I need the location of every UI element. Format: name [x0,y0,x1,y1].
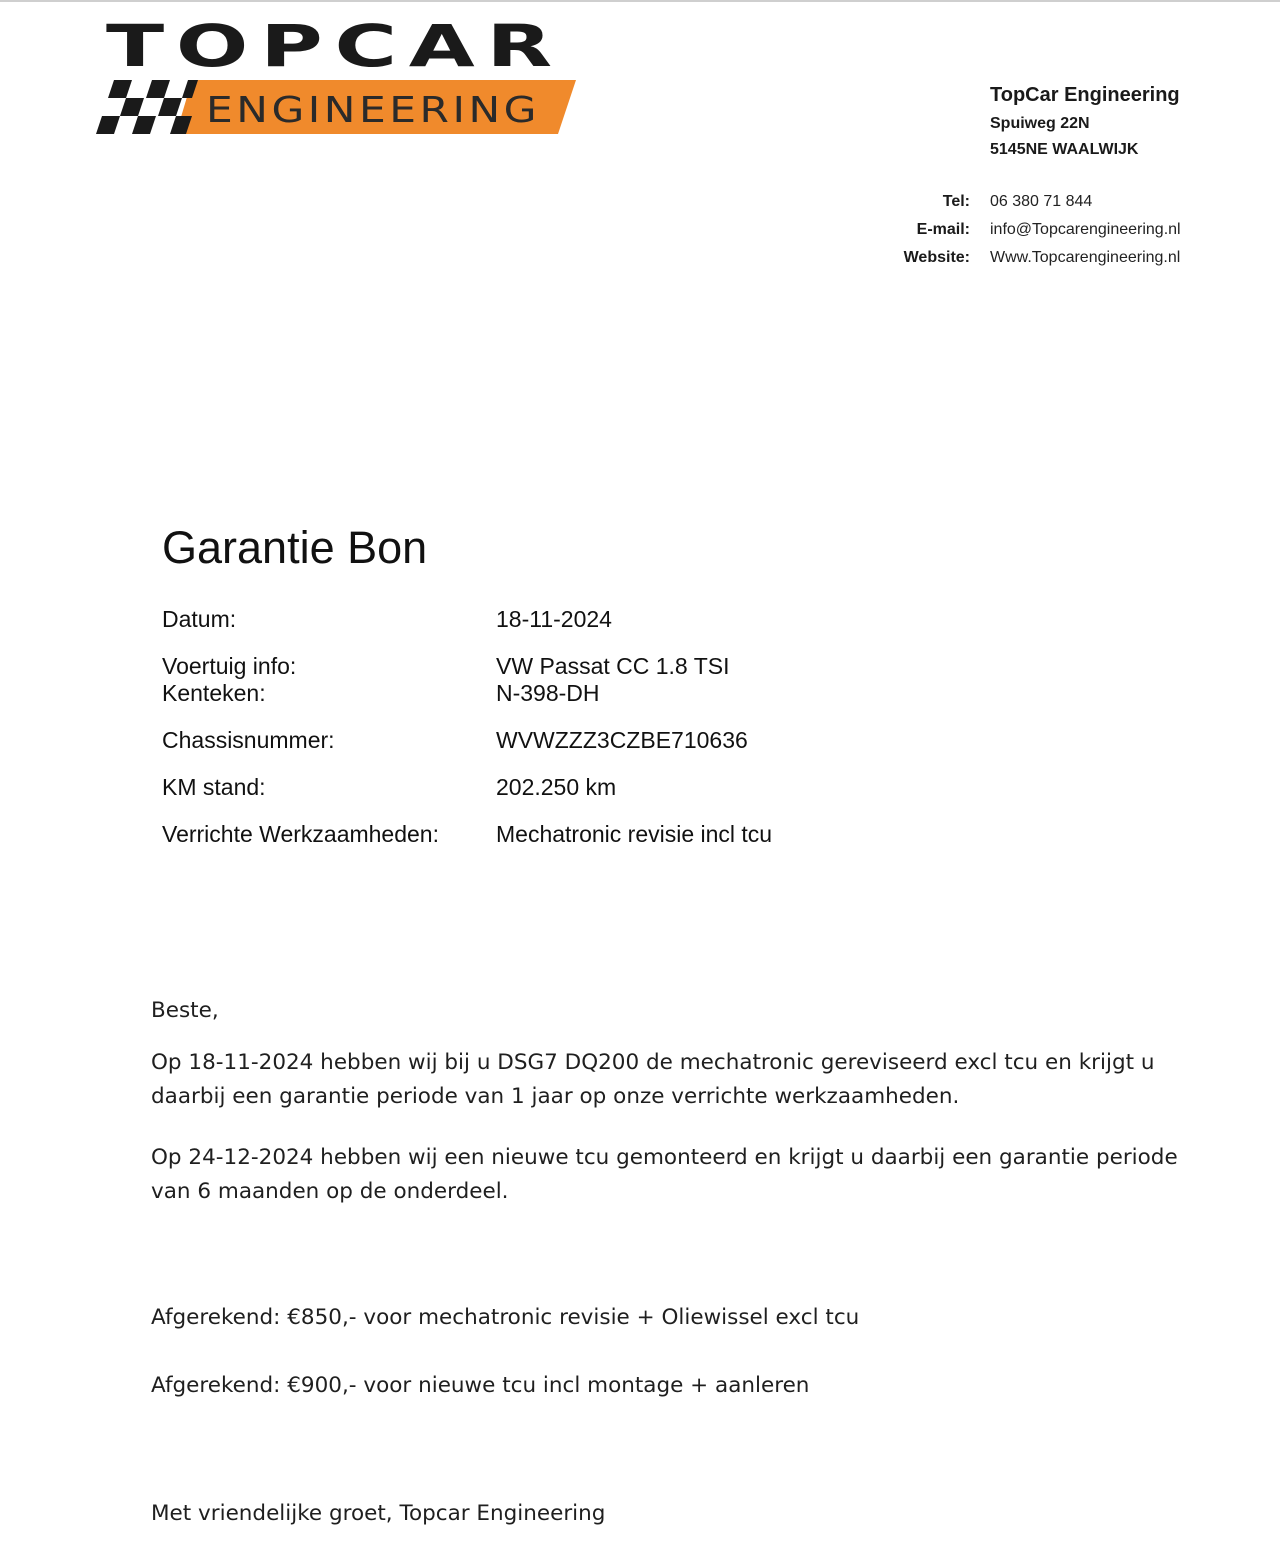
top-rule [0,0,1280,2]
company-street: Spuiweg 22N [990,115,1090,132]
contact-website: Www.Topcarengineering.nl [990,249,1181,266]
info-value-km: 202.250 km [496,774,617,800]
info-row-chassis [162,727,772,754]
info-value-werkzaamheden: Mechatronic revisie incl tcu [496,821,773,847]
info-row-voertuig [162,653,772,707]
contact-email: info@Topcarengineering.nl [990,221,1181,238]
info-row-datum [162,606,772,633]
contact-label: Tel: [942,193,970,210]
contact-row-email [860,216,1181,244]
info-label: Datum: [162,606,237,632]
info-label: Verrichte Werkzaamheden: [162,821,439,847]
contact-row-tel [860,188,1181,216]
contact-row-website [860,244,1181,272]
company-address-block [990,84,1180,167]
logo-brand-top: TOPCAR [106,14,564,80]
info-label: KM stand: [162,774,266,800]
company-postal-city: 5145NE WAALWIJK [990,141,1139,158]
info-value-voertuig: VW Passat CC 1.8 TSI [496,653,730,679]
letter-greeting: Beste, [151,998,219,1023]
logo-brand-bottom: ENGINEERING [206,90,540,131]
info-row-werkzaamheden [162,821,772,848]
info-label: Kenteken: [162,680,266,706]
document-title: Garantie Bon [162,522,428,573]
contact-phone: 06 380 71 844 [990,193,1093,210]
letter-paragraph: Op 18-11-2024 hebben wij bij u DSG7 DQ200 de mechatronic gereviseerd excl tcu en krijgt u daarbij een garantie periode van 1 jaar op onze verrichte werkzaamheden. [151,1050,1155,1109]
payment-line: Afgerekend: €900,- voor nieuwe tcu incl montage + aanleren [151,1373,810,1398]
info-value-chassis: WVWZZZ3CZBE710636 [496,727,748,753]
letter-closing: Met vriendelijke groet, Topcar Engineering [151,1501,606,1526]
contact-label: Website: [903,249,970,266]
vehicle-info-grid [162,606,772,868]
info-value-datum: 18-11-2024 [496,606,612,632]
letter-body [151,994,1191,1531]
company-name: TopCar Engineering [990,84,1180,106]
topcar-logo [92,14,582,138]
info-label: Chassisnummer: [162,727,335,753]
contact-table [860,188,1181,272]
payment-line: Afgerekend: €850,- voor mechatronic revisie + Oliewissel excl tcu [151,1305,860,1330]
info-row-km [162,774,772,801]
logo-checker-flag-icon [96,80,198,134]
contact-label: E-mail: [916,221,970,238]
letter-paragraph: Op 24-12-2024 hebben wij een nieuwe tcu gemonteerd en krijgt u daarbij een garantie periode van 6 maanden op de onderdeel. [151,1145,1178,1204]
info-value-kenteken: N-398-DH [496,680,600,706]
info-label: Voertuig info: [162,653,297,679]
